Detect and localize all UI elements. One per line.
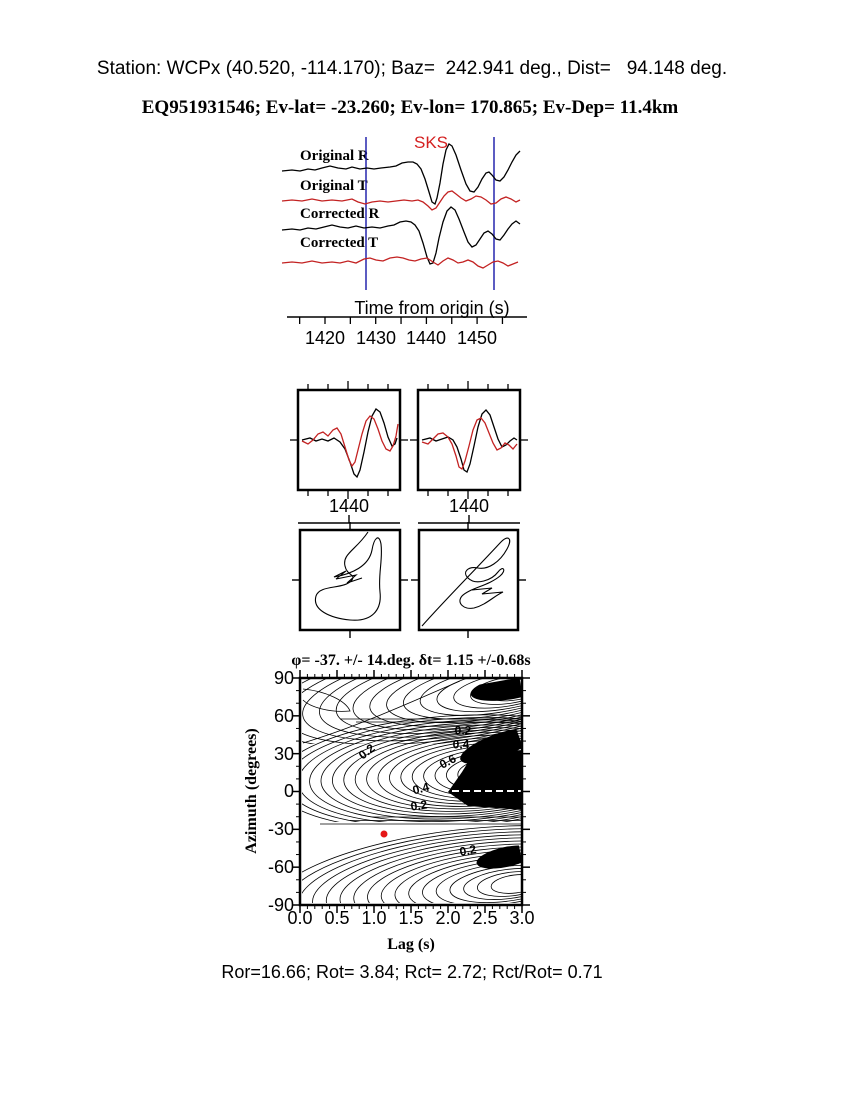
contour-y-axis-label: Azimuth (degrees) xyxy=(243,728,260,854)
contour-label-3: 0.6 xyxy=(437,751,459,772)
time-tick-1450: 1450 xyxy=(456,328,498,348)
hodogram-left xyxy=(315,532,381,620)
xtick-1.0: 1.0 xyxy=(361,908,387,928)
trace-label-original-t: Original T xyxy=(300,178,368,194)
time-axis-title: Time from origin (s) xyxy=(354,298,510,318)
contour-label-2: 0.4 xyxy=(452,737,470,752)
particle-motion-right xyxy=(419,530,518,630)
ytick-m90: -90 xyxy=(267,895,294,915)
contour-x-axis-label: Lag (s) xyxy=(387,936,435,953)
seismogram-traces xyxy=(282,144,520,268)
xtick-2.5: 2.5 xyxy=(472,908,498,928)
time-tick-1420: 1420 xyxy=(304,328,346,348)
sks-phase-label: SKS xyxy=(413,133,449,152)
event-title: EQ951931546; Ev-lat= -23.260; Ev-lon= 170.865; Ev-Dep= 11.4km xyxy=(141,97,679,118)
xtick-0.0: 0.0 xyxy=(287,908,313,928)
contour-label-6: 0.2 xyxy=(458,842,478,859)
best-fit-marker-dot xyxy=(381,831,388,838)
corrected-t-trace xyxy=(282,257,518,268)
mid-right-tick-label: 1440 xyxy=(448,496,490,516)
trace-label-corrected-t: Corrected T xyxy=(300,235,379,251)
xtick-1.5: 1.5 xyxy=(398,908,424,928)
trace-label-original-r: Original R xyxy=(300,148,369,164)
xtick-2.0: 2.0 xyxy=(435,908,461,928)
splitting-stats: Ror=16.66; Rot= 3.84; Rct= 2.72; Rct/Rot= 0.71 xyxy=(221,962,603,982)
time-axis xyxy=(287,317,527,324)
original-t-trace xyxy=(282,191,520,210)
xtick-3.0: 3.0 xyxy=(509,908,535,928)
contour-label-5: 0.2 xyxy=(409,797,429,814)
ytick-m60: -60 xyxy=(267,857,294,877)
original-r-trace xyxy=(282,144,520,204)
corrected-r-trace xyxy=(282,207,520,264)
ytick-0: 0 xyxy=(283,781,294,801)
station-title: Station: WCPx (40.520, -114.170); Baz= 242.941 deg., Dist= 94.148 deg. xyxy=(96,58,728,79)
contour-title: φ= -37. +/- 14.deg. δt= 1.15 +/-0.68s xyxy=(291,652,531,669)
analysis-window-lines xyxy=(366,137,494,290)
particle-motion-panels xyxy=(292,522,526,638)
ytick-60: 60 xyxy=(273,706,294,726)
ytick-m30: -30 xyxy=(267,819,294,839)
contour-label-1: 0.2 xyxy=(454,723,472,738)
overlay-panels xyxy=(290,381,528,523)
xtick-0.5: 0.5 xyxy=(324,908,350,928)
mid-left-tick-label: 1440 xyxy=(328,496,370,516)
contour-label-4: 0.4 xyxy=(410,779,431,798)
error-surface-plot xyxy=(244,605,656,960)
ytick-30: 30 xyxy=(273,744,294,764)
hodogram-right xyxy=(422,538,510,626)
time-tick-1440: 1440 xyxy=(405,328,447,348)
contour-label-0: 0.2 xyxy=(355,740,378,763)
time-tick-1430: 1430 xyxy=(355,328,397,348)
ytick-90: 90 xyxy=(273,668,294,688)
overlay-right-black-trace xyxy=(422,410,517,472)
trace-label-corrected-r: Corrected R xyxy=(300,206,380,222)
overlay-right-red-trace xyxy=(422,418,517,469)
